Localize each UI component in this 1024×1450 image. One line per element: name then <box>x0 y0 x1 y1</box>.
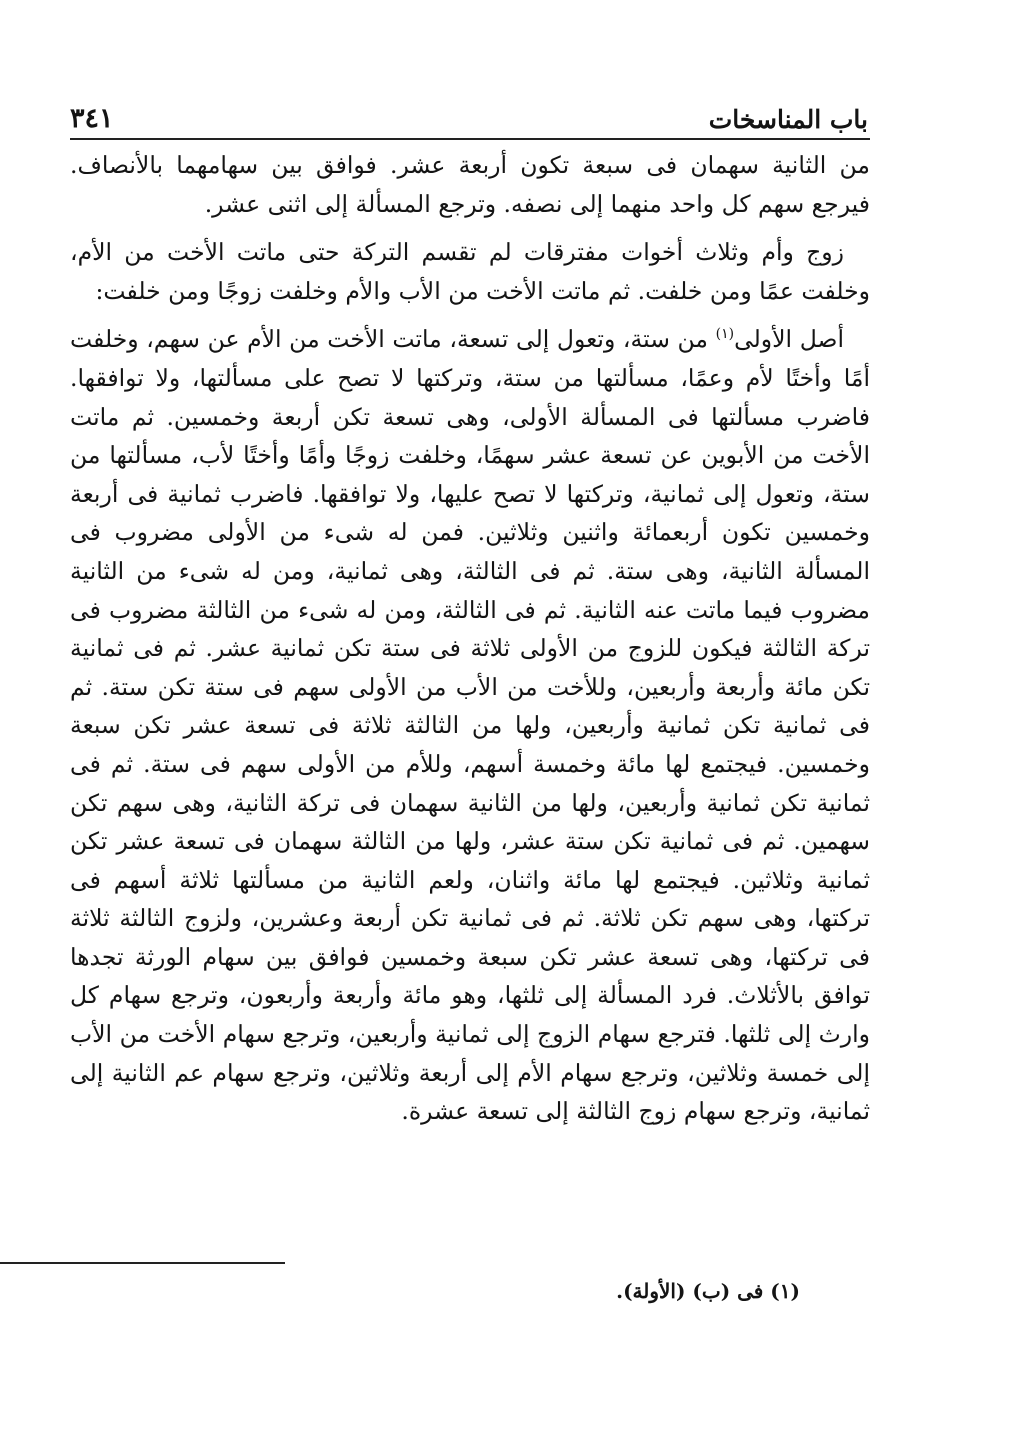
book-page <box>70 88 870 1131</box>
footnote-reference[interactable]: (١) <box>715 326 735 343</box>
main-text <box>70 146 870 1131</box>
chapter-title: باب المناسخات <box>708 105 868 134</box>
paragraph-2: زوج وأم وثلاث أخوات مفترقات لم تقسم التركة حتى ماتت الأخت من الأم، وخلفت عمًا ومن خلفت. ثم ماتت الأخت من الأب والأم وخلفت زوجًا ومن خلفت: <box>70 238 870 305</box>
page-number: ٣٤١ <box>70 103 114 134</box>
footnote-divider <box>0 1262 285 1264</box>
paragraph-1: من الثانية سهمان فى سبعة تكون أربعة عشر. فوافق بين سهامهما بالأنصاف. فيرجع سهم كل واحد منهما إلى نصفه. وترجع المسألة إلى اثنى عشر. <box>70 151 870 218</box>
paragraph-3-body: من ستة، وتعول إلى تسعة، ماتت الأخت من الأم عن سهم، وخلفت أمًا وأختًا لأم وعمًا، مسألتها من ستة، وتركتها لا تصح على مسألتها، ولا توافقها. فاضرب مسألتها فى المسألة الأولى، وهى تسعة تكن أربعة وخمسين. ثم ماتت الأخت من الأبوين عن تسعة عشر سهمًا، وخلفت زوجًا وأمًا وأختًا لأب، مسألتها من ستة، وتعول إلى ثمانية، وتركتها لا تصح عليها، ولا توافقها. فاضرب ثمانية فى أربعة وخمسين تكون أربعمائة واثنين وثلاثين. فمن له شىء من الأولى مضروب فى المسألة الثانية، وهى ستة. ثم فى الثالثة، وهى ثمانية، ومن له شىء من الثانية مضروب فيما ماتت عنه الثانية. ثم فى الثالثة، ومن له شىء من الثالثة مضروب فى تركة الثالثة فيكون للزوج من الأولى ثلاثة فى ستة تكن ثمانية عشر. ثم فى ثمانية تكن مائة وأربعة وأربعين، وللأخت من الأب من الأولى سهم فى ستة تكن ستة. ثم فى ثمانية تكن ثمانية وأربعين، ولها من الثالثة ثلاثة فى تسعة عشر تكن سبعة وخمسين. فيجتمع لها مائة وخمسة أسهم، وللأم من الأولى سهم فى ستة. ثم فى ثمانية تكن ثمانية وأربعين، ولها من الثانية سهمان فى تركة الثانية، وهى سهم تكن سهمين. ثم فى ثمانية تكن ستة عشر، ولها من الثالثة سهمان فى تسعة عشر تكن ثمانية وثلاثين. فيجتمع لها مائة واثنان، ولعم الثانية من مسألتها ثلاثة أسهم فى تركتها، وهى سهم تكن ثلاثة. ثم فى ثمانية تكن أربعة وعشرين، ولزوج الثالثة ثلاثة فى تركتها، وهى تسعة عشر تكن سبعة وخمسين فوافق بين سهام الورثة تجدها توافق بالأثلاث. فرد المسألة إلى ثلثها، وهو مائة وأربعة وأربعون، وترجع سهام كل وارث إلى ثلثها. فترجع سهام الزوج إلى ثمانية وأربعين، وترجع سهام الأخت من الأب إلى خمسة وثلاثين، وترجع سهام الأم إلى أربعة وثلاثين، وترجع سهام عم الثانية إلى ثمانية، وترجع سهام زوج الثالثة إلى تسعة عشرة. <box>70 325 870 1126</box>
paragraph-3 <box>70 320 870 1130</box>
paragraph-3-opening: أصل الأولى <box>734 325 844 354</box>
footnote: (١) فى (ب) (الأولة). <box>616 1279 800 1303</box>
running-header <box>70 88 870 140</box>
